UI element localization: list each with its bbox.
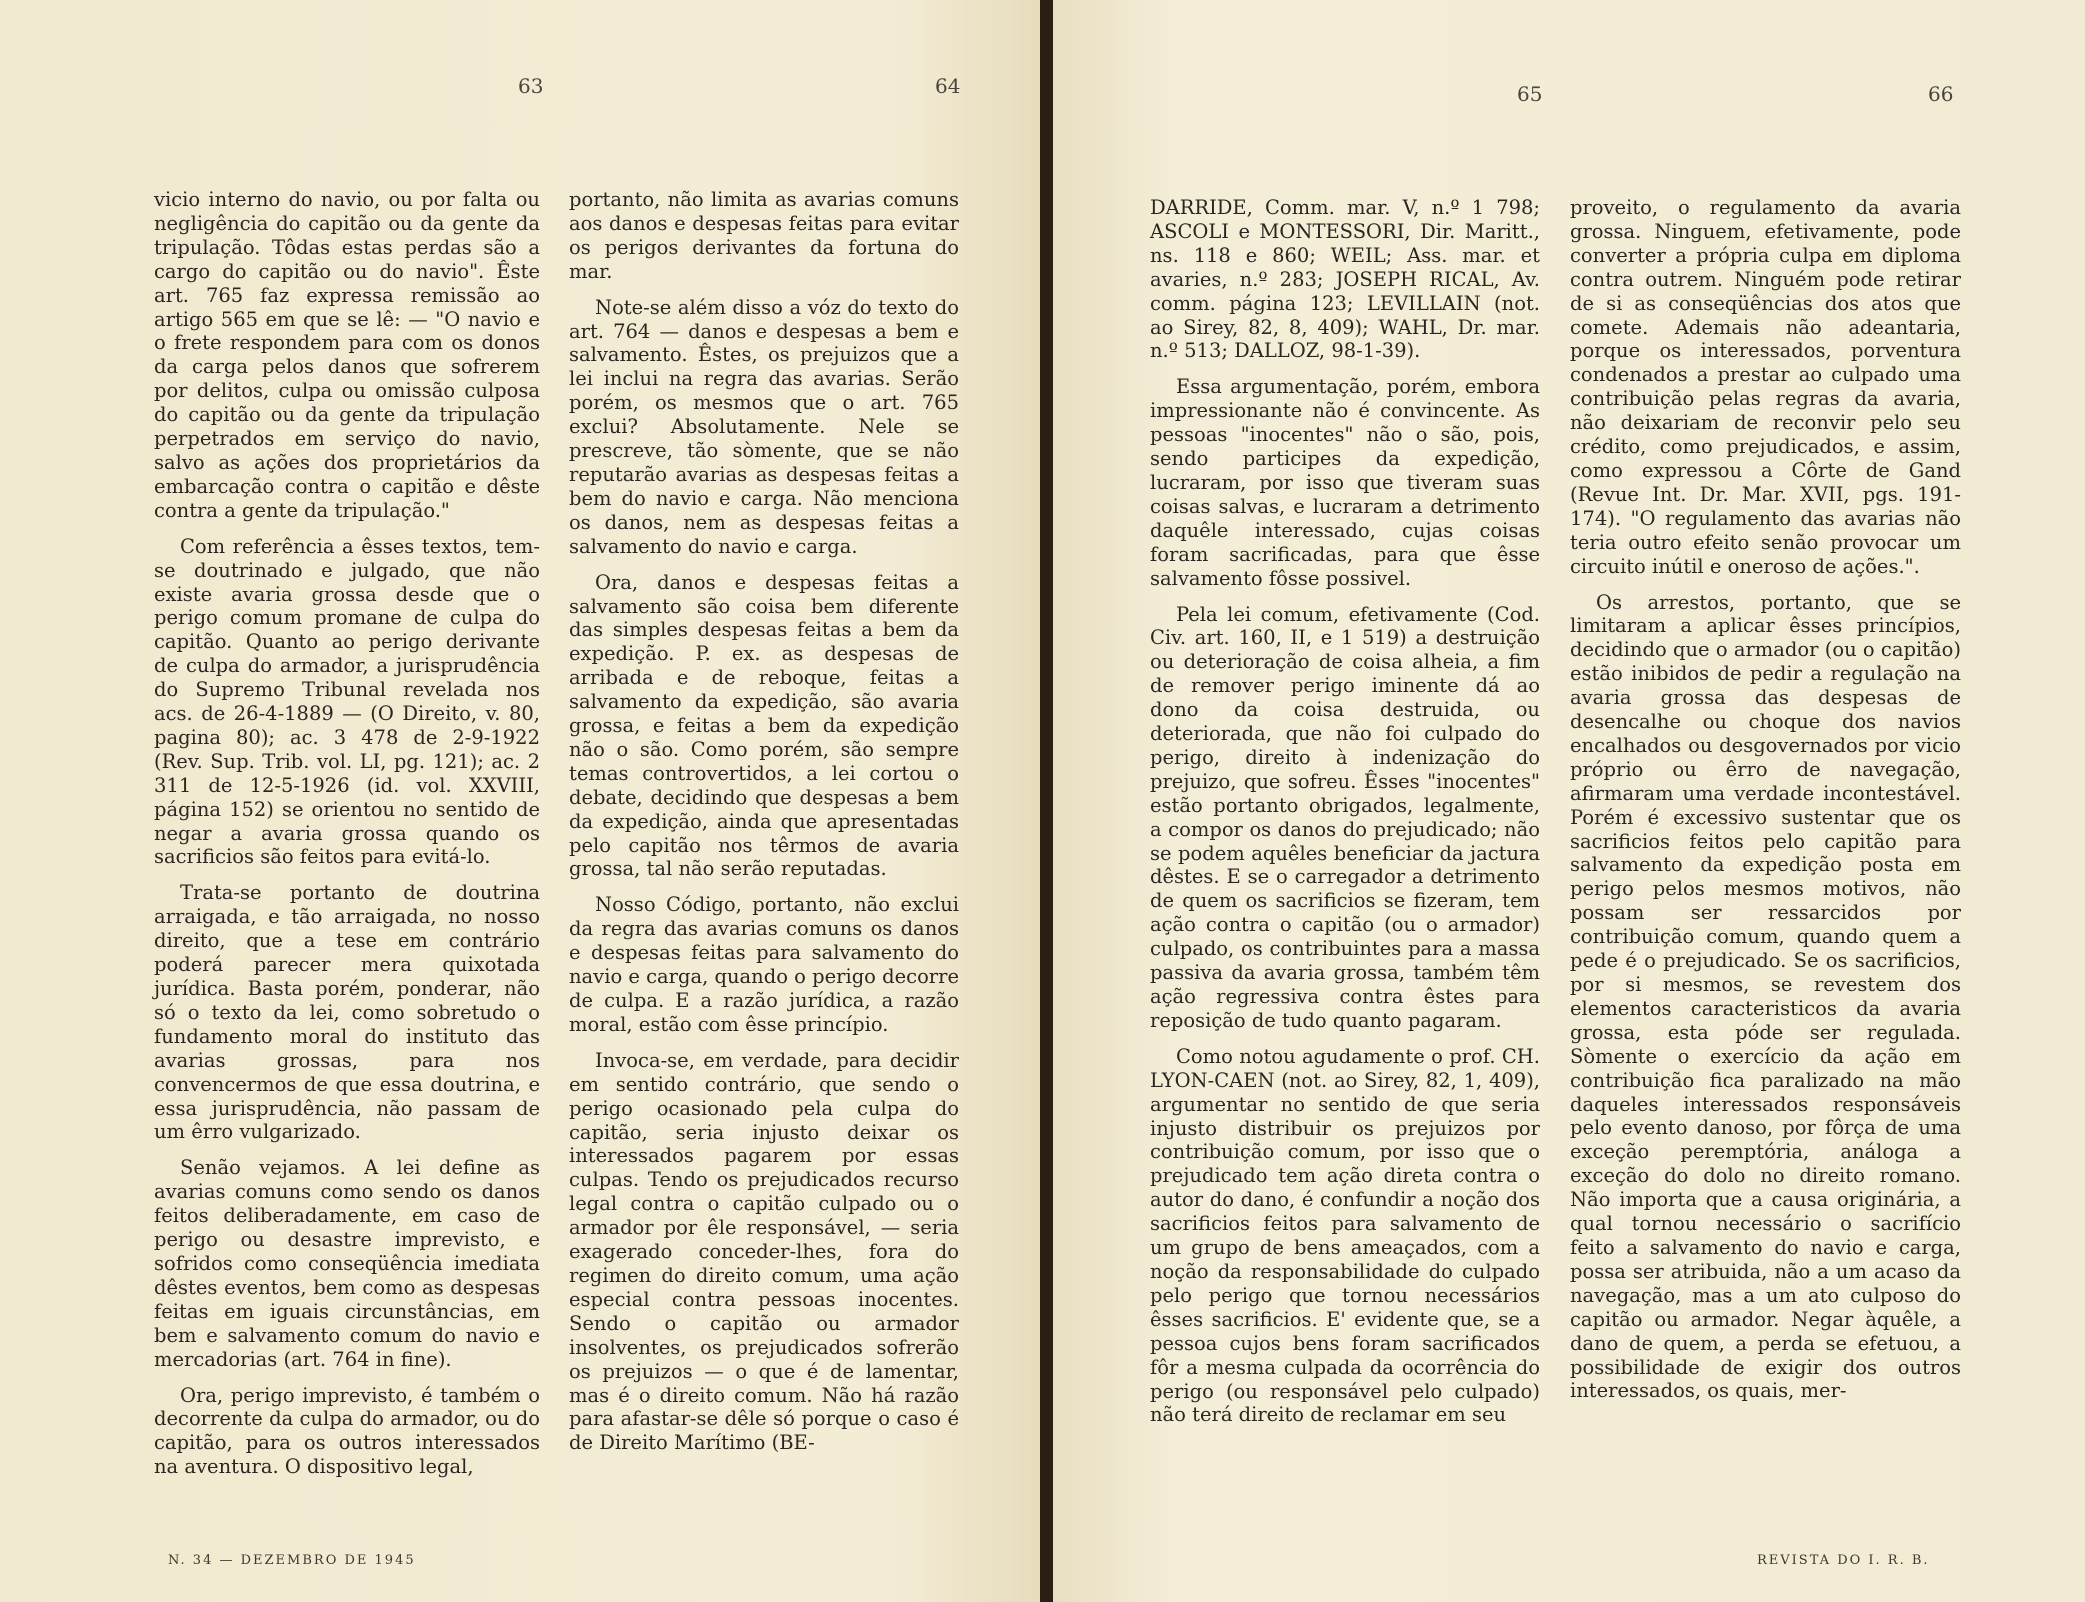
text-column-1 bbox=[154, 188, 540, 1491]
text-column-2 bbox=[569, 188, 959, 1467]
paragraph: Invoca-se, em verdade, para decidir em sentido contrário, que sendo o perigo ocasionado pela culpa do capitão, seria injusto deixar os interessados pagarem por essas culpas. Tendo os prejudicados recurso legal contra o capitão culpado ou o armador por êle responsável, — seria exagerado conceder-lhes, fora do regimen do direito comum, uma ação especial contra pessoas inocentes. Sendo o capitão ou armador insolventes, os prejudicados sofrerão os prejuizos — o que é de lamentar, mas é o direito comum. Não há razão para afastar-se dêle só porque o caso é de Direito Marítimo (BE- bbox=[569, 1048, 959, 1455]
page-number-65: 65 bbox=[1517, 82, 1543, 106]
paragraph: Trata-se portanto de doutrina arraigada, e tão arraigada, no nosso direito, que a tese em contrário poderá parecer mera quixotada jurídica. Basta porém, ponderar, não só o texto da lei, como sobretudo o fundamento moral do instituto das avarias grossas, para nos convencermos de que essa doutrina, e essa jurisprudência, não passam de um êrro vulgarizado. bbox=[154, 881, 540, 1144]
paragraph: Nosso Código, portanto, não exclui da regra das avarias comuns os danos e despesas feitas para salvamento do navio e carga, quando o perigo decorre de culpa. E a razão jurídica, a razão moral, estão com êsse princípio. bbox=[569, 893, 959, 1036]
footer-journal: REVISTA DO I. R. B. bbox=[1757, 1553, 1930, 1568]
page-number-66: 66 bbox=[1928, 82, 1954, 106]
paragraph: Com referência a êsses textos, tem-se doutrinado e julgado, que não existe avaria grossa desde que o perigo comum promane de culpa do capitão. Quanto ao perigo derivante de culpa do armador, a jurisprudência do Supremo Tribunal revelada nos acs. de 26-4-1889 — (O Direito, v. 80, pagina 80); ac. 3 478 de 2-9-1922 (Rev. Sup. Trib. vol. LI, pg. 121); ac. 2 311 de 12-5-1926 (id. vol. XXVIII, página 152) se orientou no sentido de negar a avaria grossa quando os sacrificios são feitos para evitá-lo. bbox=[154, 534, 540, 869]
page-number-64: 64 bbox=[935, 74, 961, 98]
paragraph: Essa argumentação, porém, embora impressionante não é convincente. As pessoas "inocentes" não o são, pois, sendo participes da expedição, lucraram, por isso que tiveram suas coisas salvas, e lucraram a detrimento daquêle interessado, cujas coisas foram sacrificadas, para que êsse salvamento fôsse possivel. bbox=[1150, 375, 1540, 590]
page-number-63: 63 bbox=[518, 74, 544, 98]
paragraph: DARRIDE, Comm. mar. V, n.º 1 798; ASCOLI e MONTESSORI, Dir. Maritt., ns. 118 e 860; WEIL; Ass. mar. et avaries, n.º 283; JOSEPH RICAL, Av. comm. página 123; LEVILLAIN (not. ao Sirey, 82, 8, 409); WAHL, Dr. mar. n.º 513; DALLOZ, 98-1-39). bbox=[1150, 196, 1540, 363]
left-page bbox=[0, 0, 1040, 1602]
paragraph: Pela lei comum, efetivamente (Cod. Civ. art. 160, II, e 1 519) a destruição ou deterioração de coisa alheia, a fim de remover perigo iminente dá ao dono da coisa destruida, ou deteriorada, que não foi culpado do perigo, direito à indenização do prejuizo, que sofreu. Êsses "inocentes" estão portanto obrigados, legalmente, a compor os danos do prejudicado; não se podem aquêles beneficiar da jactura dêstes. E se o carregador a detrimento de quem os sacrificios se fizeram, tem ação contra o capitão (ou o armador) culpado, os contribuintes para a massa passiva da avaria grossa, também têm ação regressiva contra êstes para reposição de tudo quanto pagaram. bbox=[1150, 602, 1540, 1032]
footer-issue: N. 34 — DEZEMBRO DE 1945 bbox=[168, 1553, 416, 1568]
paragraph: Como notou agudamente o prof. CH. LYON-CAEN (not. ao Sirey, 82, 1, 409), argumentar no sentido de que seria injusto distribuir os prejuizos por contribuição comum, por isso que o prejudicado tem ação direta contra o autor do dano, é confundir a noção dos sacrificios feitos para salvamento de um grupo de bens ameaçados, com a noção da responsabilidade do culpado pelo perigo que tornou necessários êsses sacrificios. E' evidente que, se a pessoa cujos bens foram sacrificados fôr a mesma culpada da ocorrência do perigo (ou responsável pelo culpado) não terá direito de reclamar em seu bbox=[1150, 1044, 1540, 1427]
paragraph: vicio interno do navio, ou por falta ou negligência do capitão ou da gente da tripulação. Tôdas estas perdas são a cargo do capitão ou do navio". Êste art. 765 faz expressa remissão ao artigo 565 em que se lê: — "O navio e o frete respondem para com os donos da carga pelos danos que sofrerem por delitos, culpa ou omissão culposa do capitão ou da gente da tripulação perpetrados em serviço do navio, salvo as ações dos proprietários da embarcação contra o capitão e dêste contra a gente da tripulação." bbox=[154, 188, 540, 522]
paragraph: Senão vejamos. A lei define as avarias comuns como sendo os danos feitos deliberadamente, em caso de perigo ou desastre imprevisto, e sofridos como conseqüência imediata dêstes eventos, bem como as despesas feitas em iguais circunstâncias, em bem e salvamento comum do navio e mercadorias (art. 764 in fine). bbox=[154, 1156, 540, 1371]
paragraph: Note-se além disso a vóz do texto do art. 764 — danos e despesas a bem e salvamento. Êstes, os prejuizos que a lei inclui na regra das avarias. Serão porém, os mesmos que o art. 765 exclui? Absolutamente. Nele se prescreve, tão sòmente, que se não reputarão avarias as despesas feitas a bem do navio e carga. Não menciona os danos, nem as despesas feitas a salvamento do navio e carga. bbox=[569, 295, 959, 558]
book-gutter bbox=[1040, 0, 1053, 1602]
paragraph: Ora, danos e despesas feitas a salvamento são coisa bem diferente das simples despesas feitas a bem da expedição. P. ex. as despesas de arribada e de reboque, feitas a salvamento da expedição, são avaria grossa, e feitas a bem da expedição não o são. Como porém, são sempre temas controvertidos, a lei cortou o debate, decidindo que despesas a bem da expedição, ainda que apresentadas pelo capitão nos têrmos de avaria grossa, tal não serão reputadas. bbox=[569, 570, 959, 881]
paragraph: proveito, o regulamento da avaria grossa. Ninguem, efetivamente, pode converter a própria culpa em diploma contra outrem. Ninguém pode retirar de si as conseqüências dos atos que comete. Ademais não adeantaria, porque os interessados, porventura condenados a prestar ao culpado uma contribuição pelas regras da avaria, não deixariam de reconvir pelo seu crédito, como prejudicados, e assim, como expressou a Côrte de Gand (Revue Int. Dr. Mar. XVII, pgs. 191-174). "O regulamento das avarias não teria outro efeito senão provocar um circuito inútil e oneroso de ações.". bbox=[1570, 196, 1961, 578]
text-column-3 bbox=[1150, 196, 1540, 1439]
paragraph: Ora, perigo imprevisto, é também o decorrente da culpa do armador, ou do capitão, para os outros interessados na aventura. O dispositivo legal, bbox=[154, 1383, 540, 1479]
right-page bbox=[1053, 0, 2085, 1602]
text-column-4 bbox=[1570, 196, 1961, 1415]
paragraph: Os arrestos, portanto, que se limitaram a aplicar êsses princípios, decidindo que o armador (ou o capitão) estão inibidos de pedir a regulação na avaria grossa das despesas de desencalhe ou choque dos navios encalhados ou desgovernados por vicio próprio ou êrro de navegação, afirmaram uma verdade incontestável. Porém é excessivo sustentar que os sacrificios feitos pelo capitão para salvamento da expedição posta em perigo pelos mesmos motivos, não possam ser ressarcidos por contribuição comum, quando quem a pede é o prejudicado. Se os sacrificios, por si mesmos, se revestem dos elementos caracteristicos da avaria grossa, esta póde ser regulada. Sòmente o exercício da ação em contribuição fica paralizado na mão daqueles interessados responsáveis pelo evento danoso, por fôrça de uma exceção peremptória, análoga a exceção do dolo no direito romano. Não importa que a causa originária, a qual tornou necessário o sacrifício feito a salvamento do navio e carga, possa ser atribuida, não a um acaso da navegação, mas a um ato culposo do capitão ou armador. Negar àquêle, a dano de quem, a perda se efetuou, a possibilidade de exigir dos outros interessados, os quais, mer- bbox=[1570, 590, 1961, 1403]
paragraph: portanto, não limita as avarias comuns aos danos e despesas feitas para evitar os perigos derivantes da fortuna do mar. bbox=[569, 188, 959, 283]
